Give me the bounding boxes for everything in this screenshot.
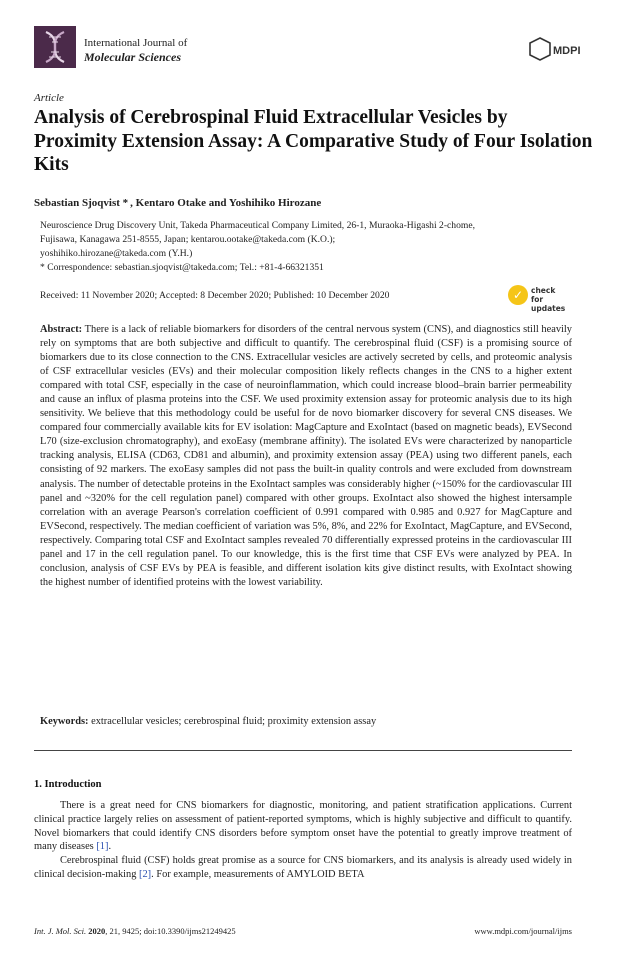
- dna-helix-icon: [34, 26, 76, 68]
- citation-link-2[interactable]: [2]: [139, 868, 152, 880]
- article-title: Analysis of Cerebrospinal Fluid Extracellular Vesicles by Proximity Extension Assay: A Comparative Study of Four Isolation Kits: [34, 107, 593, 175]
- mdpi-logo: [528, 36, 586, 62]
- footer-citation: [34, 926, 236, 936]
- check-updates-line2: updates: [531, 304, 566, 313]
- abstract: [40, 323, 572, 590]
- author-list: [34, 197, 321, 210]
- author-1[interactable]: Sebastian Sjoqvist *: [34, 197, 129, 209]
- journal-name-line1: International Journal of: [84, 37, 188, 49]
- affiliation-line2: Fujisawa, Kanagawa 251-8555, Japan; kentarou.ootake@takeda.com (K.O.);: [40, 234, 336, 245]
- footer-url[interactable]: www.mdpi.com/journal/ijms: [474, 926, 572, 936]
- correspondence: * Correspondence: sebastian.sjoqvist@takeda.com; Tel.: +81-4-66321351: [40, 262, 324, 273]
- citation-link-1[interactable]: [1]: [96, 841, 109, 853]
- intro-paragraph-1: There is a great need for CNS biomarkers for diagnostic, monitoring, and patient stratification applications. Current clinical practice largely relies on assessment of patient-reported symptoms, which is highly subjective and difficult to quantify. Novel biomarkers that could identify CNS disorders before symptom onset have the potential to greatly improve treatment of many diseases [1].: [34, 800, 572, 853]
- check-for-updates-badge[interactable]: [508, 283, 570, 313]
- footer-year: 2020: [88, 926, 106, 936]
- check-updates-line1: check for: [531, 286, 556, 304]
- intro-paragraph-2: Cerebrospinal fluid (CSF) holds great promise as a source for CNS biomarkers, and its analysis is already used widely in clinical decision-making [2]. For example, measurements of AMYLOID BETA: [34, 855, 572, 880]
- journal-logo: [34, 26, 76, 68]
- journal-name-line2: Molecular Sciences: [84, 50, 181, 64]
- section-divider: [34, 750, 572, 751]
- journal-header: [34, 26, 586, 78]
- publication-dates: Received: 11 November 2020; Accepted: 8 December 2020; Published: 10 December 2020: [40, 290, 390, 301]
- author-others[interactable]: , Kentaro Otake and Yoshihiko Hirozane: [130, 197, 322, 209]
- check-updates-icon: ✓: [508, 285, 528, 305]
- footer-journal-abbrev: Int. J. Mol. Sci.: [34, 926, 87, 936]
- keywords: [40, 716, 376, 727]
- footer-doi[interactable]: , 21, 9425; doi:10.3390/ijms21249425: [105, 926, 236, 936]
- introduction-body: [34, 799, 572, 882]
- keywords-text: extracellular vesicles; cerebrospinal fluid; proximity extension assay: [88, 716, 377, 727]
- abstract-label: Abstract:: [40, 324, 83, 335]
- publisher-name: MDPI: [553, 45, 581, 57]
- keywords-label: Keywords:: [40, 716, 89, 727]
- article-type: Article: [34, 92, 64, 104]
- abstract-text: There is a lack of reliable biomarkers for disorders of the central nervous system (CNS), and diagnostics still heavily rely on symptoms that are both subjective and difficult to quantify. The cerebrospinal fluid (CSF) is a promising source of biomarkers due to its close connection to the CNS. Extracellular vesicles are actively secreted by cells, and proteomic analysis of CSF extracellular vesicles (EVs) and their molecular composition likely reflects changes in the CNS to a higher extent compared with total CSF, especially in the case of neuroinflammation, which could increase blood–brain barrier permeability and cause an influx of plasma proteins into the CSF. We used proximity extension assay for proteomic analysis due to its high sensitivity. We believe that this methodology could be useful for de novo biomarker discovery for several CNS diseases. We compared four commercially available kits for EV isolation: MagCapture and ExoIntact (based on magnetic beads), EVSecond L70 (size-exclusion chromatography), and exoEasy (membrane affinity). The isolated EVs were characterized by nanoparticle tracking analysis, ELISA (CD63, CD81 and albumin), and proximity extension assay (PEA) using two different panels, each consisting of 92 markers. The exoEasy samples did not pass the built-in quality controls and were excluded from downstream analysis. The number of detectable proteins in the ExoIntact samples was considerably higher (~150% for the cardiovascular III panel and ~320% for the cell regulation panel) compared with other groups. ExoIntact also showed the highest intersample correlation with an average Pearson's correlation coefficient of 0.991 compared with 0.985 and 0.927 for MagCapture and EVSecond, respectively. The median coefficient of variation was 5%, 8%, and 22% for ExoIntact, MagCapture, and EVSecond, respectively. Comparing total CSF and ExoIntact samples revealed 70 differentially expressed proteins in the cardiovascular III panel and 17 in the cell regulation panel. To our knowledge, this is the first time that CSF EVs were analyzed by PEA. In conclusion, analysis of CSF EVs by PEA is feasible, and different isolation kits give distinct results, with ExoIntact showing the highest number of identified proteins with the lowest variability.: [40, 324, 572, 588]
- affiliation-line3: yoshihiko.hirozane@takeda.com (Y.H.): [40, 248, 193, 259]
- affiliation-line1: Neuroscience Drug Discovery Unit, Takeda Pharmaceutical Company Limited, 26-1, Muraoka-Higashi 2-chome,: [40, 220, 476, 231]
- section-heading: 1. Introduction: [34, 779, 102, 790]
